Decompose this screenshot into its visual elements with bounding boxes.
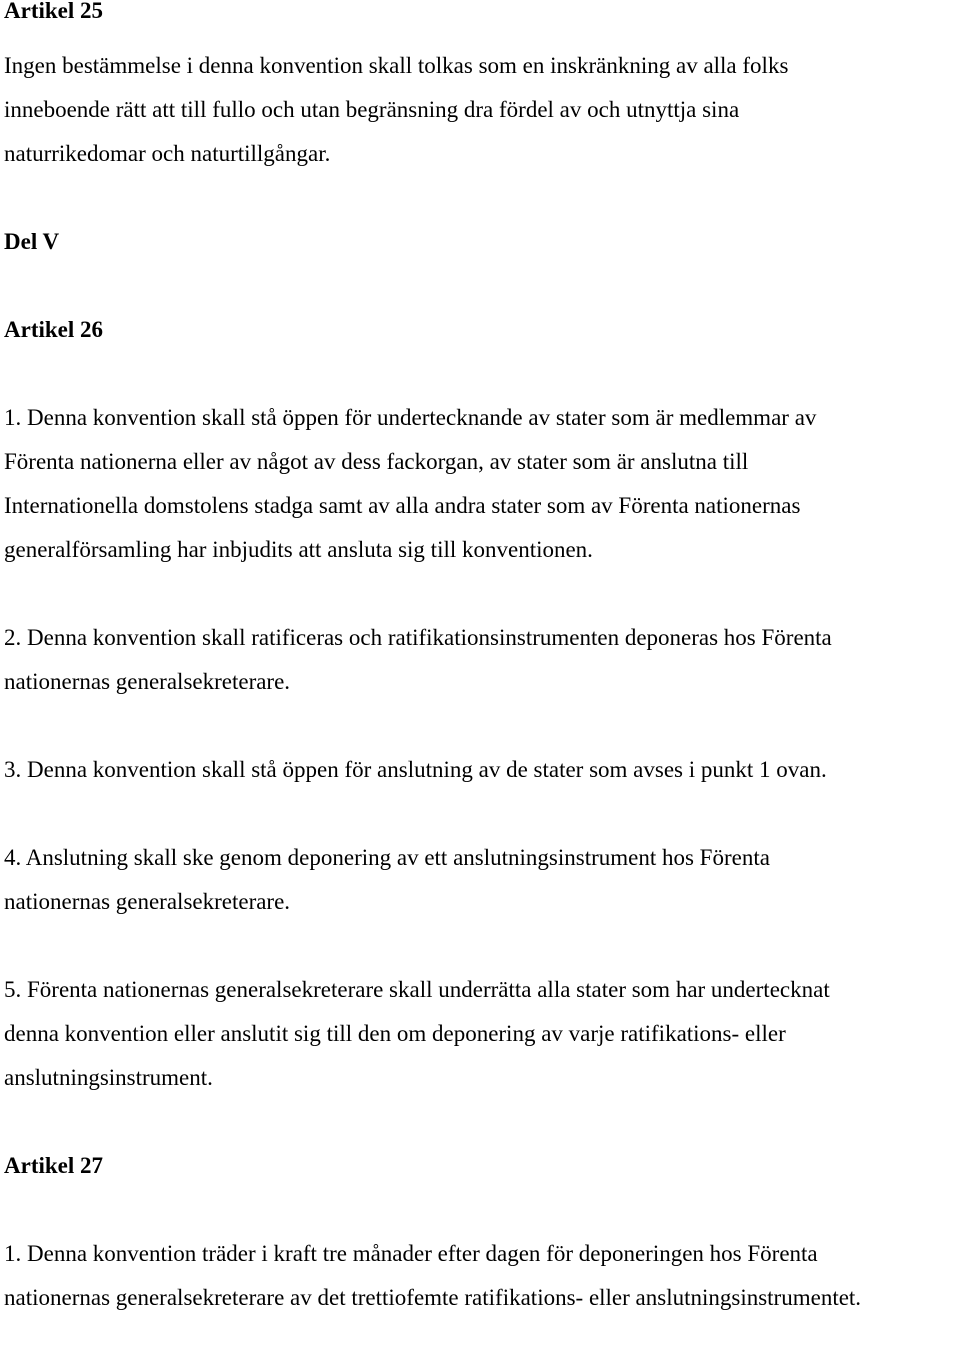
- article-27-heading: Artikel 27: [4, 1153, 104, 1178]
- article-26-paragraph-3: 3. Denna konvention skall stå öppen för anslutning av de stater som avses i punkt 1 ovan.: [4, 757, 827, 782]
- spacer: [4, 264, 956, 308]
- spacer: [4, 1188, 956, 1232]
- article-26-paragraph-2: 2. Denna konvention skall ratificeras och ratifikationsinstrumenten deponeras hos Förenta nationernas generalsekreterare.: [4, 625, 832, 694]
- article-26-heading: Artikel 26: [4, 317, 104, 342]
- spacer: [4, 792, 956, 836]
- article-25-heading: Artikel 25: [4, 0, 104, 23]
- spacer: [4, 704, 956, 748]
- spacer: [4, 1100, 956, 1144]
- article-25-text: Ingen bestämmelse i denna konvention skall tolkas som en inskränkning av alla folks inneboende rätt att till fullo och utan begränsning dra fördel av och utnyttja sina naturrikedomar och naturtillgångar.: [4, 53, 789, 166]
- part-5-heading: Del V: [4, 229, 60, 254]
- spacer: [4, 352, 956, 396]
- document-page: [4, 0, 956, 1320]
- article-26-paragraph-1: 1. Denna konvention skall stå öppen för undertecknande av stater som är medlemmar av Förenta nationerna eller av något av dess fackorgan, av stater som är anslutna till Internationella domstolens stadga samt av alla andra stater som av Förenta nationernas generalförsamling har inbjudits att ansluta sig till konventionen.: [4, 405, 817, 562]
- article-26-paragraph-4: 4. Anslutning skall ske genom deponering av ett anslutningsinstrument hos Förenta nationernas generalsekreterare.: [4, 845, 770, 914]
- spacer: [4, 176, 956, 220]
- spacer: [4, 924, 956, 968]
- article-26-paragraph-5: 5. Förenta nationernas generalsekreterare skall underrätta alla stater som har undertecknat denna konvention eller anslutit sig till den om deponering av varje ratifikations- eller anslutningsinstrument.: [4, 977, 830, 1090]
- spacer: [4, 572, 956, 616]
- article-27-paragraph-1: 1. Denna konvention träder i kraft tre månader efter dagen för deponeringen hos Förenta nationernas generalsekreterare av det trettiofemte ratifikations- eller anslutningsinstrumentet.: [4, 1241, 862, 1310]
